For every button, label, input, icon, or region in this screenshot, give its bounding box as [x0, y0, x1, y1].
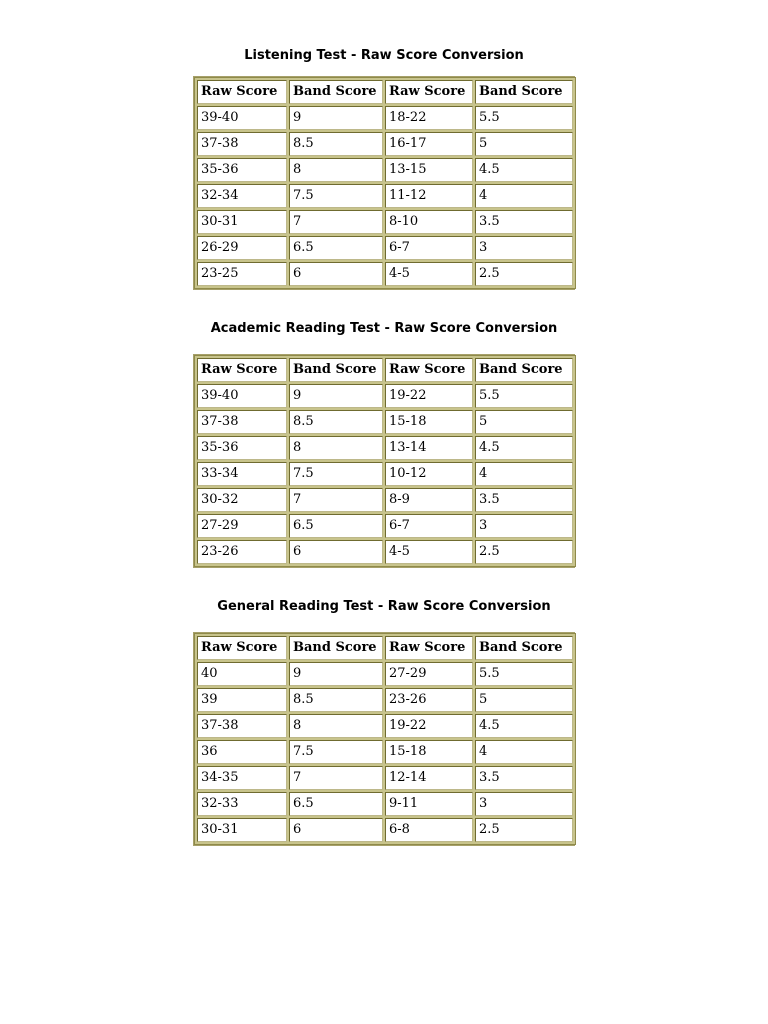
table-cell: 5	[475, 688, 573, 712]
table-cell: 8	[289, 436, 383, 460]
table-cell: 8-10	[385, 210, 473, 234]
table-cell: 34-35	[197, 766, 287, 790]
header-cell: Band Score	[475, 358, 573, 382]
table-row	[197, 384, 573, 408]
general-reading-title: General Reading Test - Raw Score Conversion	[217, 599, 551, 614]
table-cell: 3.5	[475, 766, 573, 790]
table-row	[197, 740, 573, 764]
table-row	[197, 106, 573, 130]
table-row	[197, 436, 573, 460]
table-cell: 8.5	[289, 410, 383, 434]
table-cell: 23-25	[197, 262, 287, 286]
table-cell: 7.5	[289, 462, 383, 486]
table-cell: 27-29	[385, 662, 473, 686]
table-cell: 6-7	[385, 236, 473, 260]
table-cell: 5.5	[475, 662, 573, 686]
table-cell: 8-9	[385, 488, 473, 512]
table-cell: 8.5	[289, 688, 383, 712]
table-cell: 36	[197, 740, 287, 764]
table-row	[197, 236, 573, 260]
listening-table	[194, 77, 576, 289]
table-row	[197, 488, 573, 512]
table-cell: 39-40	[197, 384, 287, 408]
table-cell: 7.5	[289, 740, 383, 764]
table-cell: 6-8	[385, 818, 473, 842]
table-cell: 37-38	[197, 410, 287, 434]
header-cell: Band Score	[289, 358, 383, 382]
table-cell: 6	[289, 818, 383, 842]
table-cell: 27-29	[197, 514, 287, 538]
table-cell: 19-22	[385, 714, 473, 738]
table-cell: 15-18	[385, 740, 473, 764]
general-reading-table-wrap	[193, 632, 575, 846]
table-cell: 9	[289, 384, 383, 408]
table-cell: 39-40	[197, 106, 287, 130]
table-cell: 7	[289, 210, 383, 234]
table-cell: 5	[475, 410, 573, 434]
table-header-row	[197, 80, 573, 104]
table-header-row	[197, 358, 573, 382]
listening-table-wrap	[193, 76, 575, 290]
header-cell: Raw Score	[385, 636, 473, 660]
table-row	[197, 540, 573, 564]
table-cell: 4.5	[475, 714, 573, 738]
table-cell: 12-14	[385, 766, 473, 790]
table-cell: 2.5	[475, 818, 573, 842]
table-cell: 30-31	[197, 818, 287, 842]
table-cell: 7	[289, 488, 383, 512]
table-cell: 6.5	[289, 236, 383, 260]
table-cell: 37-38	[197, 714, 287, 738]
table-cell: 7	[289, 766, 383, 790]
table-row	[197, 184, 573, 208]
table-cell: 3	[475, 236, 573, 260]
table-cell: 4-5	[385, 262, 473, 286]
general-reading-section	[0, 597, 768, 617]
table-cell: 6-7	[385, 514, 473, 538]
table-cell: 19-22	[385, 384, 473, 408]
table-cell: 15-18	[385, 410, 473, 434]
header-cell: Band Score	[289, 80, 383, 104]
table-row	[197, 262, 573, 286]
table-cell: 32-33	[197, 792, 287, 816]
table-cell: 3.5	[475, 488, 573, 512]
table-cell: 26-29	[197, 236, 287, 260]
table-cell: 4	[475, 462, 573, 486]
table-cell: 6.5	[289, 792, 383, 816]
table-cell: 9	[289, 106, 383, 130]
table-cell: 33-34	[197, 462, 287, 486]
table-cell: 37-38	[197, 132, 287, 156]
table-row	[197, 662, 573, 686]
header-cell: Raw Score	[197, 358, 287, 382]
academic-reading-table-wrap	[193, 354, 575, 568]
table-cell: 30-32	[197, 488, 287, 512]
table-cell: 8.5	[289, 132, 383, 156]
table-cell: 2.5	[475, 262, 573, 286]
header-cell: Raw Score	[197, 80, 287, 104]
table-cell: 23-26	[197, 540, 287, 564]
listening-title: Listening Test - Raw Score Conversion	[244, 48, 524, 63]
table-row	[197, 818, 573, 842]
table-row	[197, 714, 573, 738]
table-cell: 7.5	[289, 184, 383, 208]
table-cell: 4.5	[475, 436, 573, 460]
table-cell: 5.5	[475, 384, 573, 408]
table-row	[197, 158, 573, 182]
table-row	[197, 792, 573, 816]
table-cell: 3	[475, 792, 573, 816]
table-cell: 18-22	[385, 106, 473, 130]
table-row	[197, 410, 573, 434]
table-cell: 4	[475, 184, 573, 208]
listening-section	[0, 46, 768, 66]
table-cell: 39	[197, 688, 287, 712]
table-header-row	[197, 636, 573, 660]
academic-reading-table	[194, 355, 576, 567]
table-cell: 5	[475, 132, 573, 156]
table-cell: 10-12	[385, 462, 473, 486]
table-cell: 4.5	[475, 158, 573, 182]
table-cell: 11-12	[385, 184, 473, 208]
table-cell: 13-14	[385, 436, 473, 460]
table-cell: 9	[289, 662, 383, 686]
table-cell: 4-5	[385, 540, 473, 564]
table-cell: 35-36	[197, 436, 287, 460]
table-row	[197, 210, 573, 234]
table-row	[197, 766, 573, 790]
header-cell: Band Score	[475, 80, 573, 104]
table-cell: 3	[475, 514, 573, 538]
table-cell: 16-17	[385, 132, 473, 156]
table-cell: 9-11	[385, 792, 473, 816]
table-row	[197, 514, 573, 538]
table-cell: 23-26	[385, 688, 473, 712]
table-cell: 8	[289, 158, 383, 182]
table-cell: 35-36	[197, 158, 287, 182]
table-cell: 6	[289, 262, 383, 286]
header-cell: Band Score	[289, 636, 383, 660]
academic-reading-title: Academic Reading Test - Raw Score Conversion	[210, 321, 558, 336]
table-cell: 13-15	[385, 158, 473, 182]
header-cell: Raw Score	[385, 358, 473, 382]
table-cell: 2.5	[475, 540, 573, 564]
table-cell: 3.5	[475, 210, 573, 234]
academic-reading-section	[0, 319, 768, 339]
table-cell: 8	[289, 714, 383, 738]
table-row	[197, 462, 573, 486]
table-cell: 40	[197, 662, 287, 686]
header-cell: Band Score	[475, 636, 573, 660]
table-cell: 32-34	[197, 184, 287, 208]
table-cell: 6	[289, 540, 383, 564]
table-row	[197, 132, 573, 156]
table-cell: 4	[475, 740, 573, 764]
general-reading-table	[194, 633, 576, 845]
table-cell: 6.5	[289, 514, 383, 538]
header-cell: Raw Score	[197, 636, 287, 660]
header-cell: Raw Score	[385, 80, 473, 104]
table-cell: 30-31	[197, 210, 287, 234]
table-row	[197, 688, 573, 712]
table-cell: 5.5	[475, 106, 573, 130]
